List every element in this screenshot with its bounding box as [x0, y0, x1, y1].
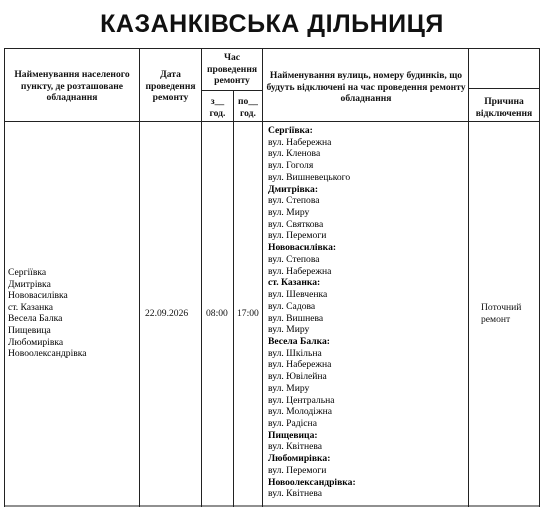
- street-item: вул. Молодіжна: [268, 406, 332, 418]
- time-from-value: 08:00: [206, 308, 228, 319]
- street-item: вул. Гоголя: [268, 160, 314, 172]
- street-item: вул. Набережна: [268, 359, 332, 371]
- street-item: вул. Святкова: [268, 218, 324, 230]
- settlement-item: Пищевица: [8, 325, 51, 336]
- header-reason: Причина відключення: [475, 96, 533, 119]
- reason-value: Поточний ремонт: [481, 302, 522, 325]
- header-time-group: Час проведення ремонту: [206, 52, 258, 86]
- village-heading: Сергіївка:: [268, 125, 313, 136]
- street-item: вул. Степова: [268, 253, 320, 265]
- header-time-to: по__ год.: [238, 96, 258, 119]
- street-item: вул. Шкільна: [268, 347, 322, 359]
- street-item: вул. Шевченка: [268, 289, 328, 301]
- time-to-value: 17:00: [237, 308, 259, 319]
- settlement-item: Любомирівка: [8, 336, 64, 348]
- street-item: вул. Степова: [268, 195, 320, 207]
- street-item: вул. Набережна: [268, 136, 332, 148]
- settlement-item: Весела Балка: [8, 313, 63, 325]
- street-item: вул. Миру: [268, 207, 310, 219]
- street-item: вул. Ювілейна: [268, 371, 327, 383]
- street-item: вул. Вишневецького: [268, 171, 351, 183]
- settlement-item: Дмитрівка: [8, 278, 51, 290]
- street-item: вул. Миру: [268, 382, 310, 394]
- street-item: вул. Вишнева: [268, 312, 324, 324]
- street-item: вул. Миру: [268, 324, 310, 336]
- header-streets: Найменування вулиць, номеру будинків, що будуть відключені на час проведення ремонту обладнання: [266, 70, 466, 104]
- village-heading: ст. Казанка:: [268, 277, 321, 289]
- village-heading: Новоолександрівка:: [268, 476, 356, 488]
- village-heading: Нововасилівка:: [268, 242, 337, 254]
- village-heading: Пищевица:: [268, 429, 318, 441]
- street-item: вул. Квітнева: [268, 488, 323, 500]
- header-time-from: з__ год.: [209, 96, 226, 119]
- street-item: вул. Садова: [268, 300, 316, 312]
- settlement-item: ст. Казанка: [8, 301, 54, 313]
- settlement-item: Сергіївка: [8, 267, 47, 278]
- settlement-item: Новоолександрівка: [8, 348, 87, 360]
- street-item: вул. Кленова: [268, 148, 321, 160]
- street-item: вул. Квітнева: [268, 441, 323, 453]
- page-title: КАЗАНКІВСЬКА ДІЛЬНИЦЯ: [100, 10, 444, 38]
- repair-date: 22.09.2026: [145, 308, 189, 319]
- street-item: вул. Перемоги: [268, 464, 327, 476]
- street-item: вул. Перемоги: [268, 230, 327, 242]
- village-heading: Дмитрівка:: [268, 183, 319, 195]
- settlement-item: Нововасилівка: [8, 290, 68, 302]
- street-item: вул. Набережна: [268, 265, 332, 277]
- village-heading: Любомирівка:: [268, 453, 331, 465]
- street-item: вул. Радісна: [268, 418, 317, 429]
- village-heading: Весела Балка:: [268, 335, 330, 347]
- header-settlement: Найменування населеного пункту, де розташоване обладнання: [14, 69, 130, 103]
- street-item: вул. Центральна: [268, 394, 335, 406]
- header-date: Дата проведення ремонту: [145, 69, 196, 103]
